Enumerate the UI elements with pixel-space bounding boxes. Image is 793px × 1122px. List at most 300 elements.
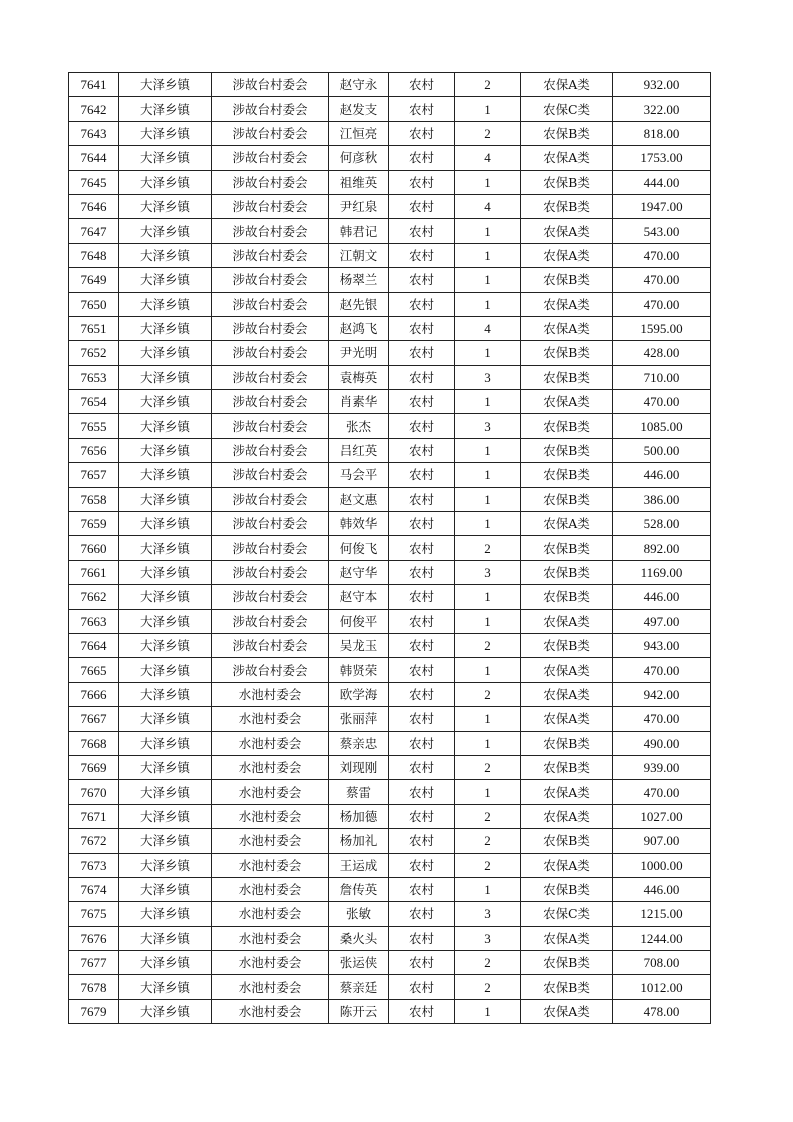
table-row bbox=[69, 877, 711, 901]
table-row bbox=[69, 536, 711, 560]
village-cell: 涉故台村委会 bbox=[212, 463, 329, 487]
area-type-cell: 农村 bbox=[389, 121, 455, 145]
row-id-cell: 7643 bbox=[69, 121, 119, 145]
amount-cell: 470.00 bbox=[613, 658, 711, 682]
area-type-cell: 农村 bbox=[389, 219, 455, 243]
amount-cell: 497.00 bbox=[613, 609, 711, 633]
table-row bbox=[69, 390, 711, 414]
row-id-cell: 7664 bbox=[69, 633, 119, 657]
table-row bbox=[69, 707, 711, 731]
area-type-cell: 农村 bbox=[389, 658, 455, 682]
household-count-cell: 2 bbox=[455, 829, 521, 853]
person-name-cell: 刘现刚 bbox=[329, 755, 389, 779]
insurance-type-cell: 农保A类 bbox=[521, 292, 613, 316]
person-name-cell: 赵守华 bbox=[329, 560, 389, 584]
row-id-cell: 7649 bbox=[69, 268, 119, 292]
insurance-type-cell: 农保B类 bbox=[521, 877, 613, 901]
amount-cell: 386.00 bbox=[613, 487, 711, 511]
amount-cell: 444.00 bbox=[613, 170, 711, 194]
table-row bbox=[69, 755, 711, 779]
insurance-type-cell: 农保B类 bbox=[521, 536, 613, 560]
row-id-cell: 7663 bbox=[69, 609, 119, 633]
household-count-cell: 1 bbox=[455, 707, 521, 731]
area-type-cell: 农村 bbox=[389, 390, 455, 414]
amount-cell: 939.00 bbox=[613, 755, 711, 779]
household-count-cell: 1 bbox=[455, 243, 521, 267]
table-row bbox=[69, 999, 711, 1023]
row-id-cell: 7655 bbox=[69, 414, 119, 438]
area-type-cell: 农村 bbox=[389, 999, 455, 1023]
amount-cell: 322.00 bbox=[613, 97, 711, 121]
table-row bbox=[69, 170, 711, 194]
area-type-cell: 农村 bbox=[389, 926, 455, 950]
amount-cell: 892.00 bbox=[613, 536, 711, 560]
row-id-cell: 7648 bbox=[69, 243, 119, 267]
area-type-cell: 农村 bbox=[389, 463, 455, 487]
village-cell: 涉故台村委会 bbox=[212, 194, 329, 218]
amount-cell: 932.00 bbox=[613, 73, 711, 97]
household-count-cell: 1 bbox=[455, 341, 521, 365]
area-type-cell: 农村 bbox=[389, 512, 455, 536]
village-cell: 涉故台村委会 bbox=[212, 243, 329, 267]
insurance-type-cell: 农保A类 bbox=[521, 73, 613, 97]
town-cell: 大泽乡镇 bbox=[119, 438, 212, 462]
village-cell: 涉故台村委会 bbox=[212, 170, 329, 194]
row-id-cell: 7660 bbox=[69, 536, 119, 560]
row-id-cell: 7662 bbox=[69, 585, 119, 609]
household-count-cell: 2 bbox=[455, 975, 521, 999]
town-cell: 大泽乡镇 bbox=[119, 877, 212, 901]
town-cell: 大泽乡镇 bbox=[119, 121, 212, 145]
row-id-cell: 7644 bbox=[69, 146, 119, 170]
town-cell: 大泽乡镇 bbox=[119, 146, 212, 170]
household-count-cell: 2 bbox=[455, 853, 521, 877]
amount-cell: 818.00 bbox=[613, 121, 711, 145]
household-count-cell: 2 bbox=[455, 633, 521, 657]
insurance-type-cell: 农保B类 bbox=[521, 438, 613, 462]
town-cell: 大泽乡镇 bbox=[119, 414, 212, 438]
town-cell: 大泽乡镇 bbox=[119, 365, 212, 389]
area-type-cell: 农村 bbox=[389, 780, 455, 804]
row-id-cell: 7653 bbox=[69, 365, 119, 389]
person-name-cell: 何彦秋 bbox=[329, 146, 389, 170]
town-cell: 大泽乡镇 bbox=[119, 560, 212, 584]
row-id-cell: 7665 bbox=[69, 658, 119, 682]
village-cell: 水池村委会 bbox=[212, 755, 329, 779]
insurance-type-cell: 农保A类 bbox=[521, 999, 613, 1023]
row-id-cell: 7677 bbox=[69, 951, 119, 975]
table-row bbox=[69, 316, 711, 340]
row-id-cell: 7647 bbox=[69, 219, 119, 243]
household-count-cell: 1 bbox=[455, 658, 521, 682]
amount-cell: 470.00 bbox=[613, 292, 711, 316]
town-cell: 大泽乡镇 bbox=[119, 487, 212, 511]
household-count-cell: 1 bbox=[455, 438, 521, 462]
town-cell: 大泽乡镇 bbox=[119, 536, 212, 560]
amount-cell: 1169.00 bbox=[613, 560, 711, 584]
amount-cell: 543.00 bbox=[613, 219, 711, 243]
village-cell: 水池村委会 bbox=[212, 829, 329, 853]
row-id-cell: 7675 bbox=[69, 902, 119, 926]
town-cell: 大泽乡镇 bbox=[119, 512, 212, 536]
amount-cell: 428.00 bbox=[613, 341, 711, 365]
household-count-cell: 3 bbox=[455, 926, 521, 950]
table-row bbox=[69, 365, 711, 389]
row-id-cell: 7671 bbox=[69, 804, 119, 828]
person-name-cell: 肖素华 bbox=[329, 390, 389, 414]
person-name-cell: 张杰 bbox=[329, 414, 389, 438]
town-cell: 大泽乡镇 bbox=[119, 926, 212, 950]
amount-cell: 1000.00 bbox=[613, 853, 711, 877]
area-type-cell: 农村 bbox=[389, 73, 455, 97]
household-count-cell: 1 bbox=[455, 609, 521, 633]
table-row bbox=[69, 268, 711, 292]
household-count-cell: 1 bbox=[455, 512, 521, 536]
insurance-type-cell: 农保A类 bbox=[521, 243, 613, 267]
table-row bbox=[69, 975, 711, 999]
household-count-cell: 1 bbox=[455, 487, 521, 511]
table-row bbox=[69, 219, 711, 243]
person-name-cell: 韩效华 bbox=[329, 512, 389, 536]
person-name-cell: 欧学海 bbox=[329, 682, 389, 706]
village-cell: 涉故台村委会 bbox=[212, 414, 329, 438]
insurance-type-cell: 农保B类 bbox=[521, 463, 613, 487]
household-count-cell: 1 bbox=[455, 292, 521, 316]
table-row bbox=[69, 853, 711, 877]
insurance-type-cell: 农保B类 bbox=[521, 633, 613, 657]
person-name-cell: 赵鸿飞 bbox=[329, 316, 389, 340]
area-type-cell: 农村 bbox=[389, 97, 455, 121]
village-cell: 水池村委会 bbox=[212, 804, 329, 828]
household-count-cell: 2 bbox=[455, 755, 521, 779]
table-row bbox=[69, 560, 711, 584]
town-cell: 大泽乡镇 bbox=[119, 268, 212, 292]
amount-cell: 490.00 bbox=[613, 731, 711, 755]
insurance-type-cell: 农保A类 bbox=[521, 707, 613, 731]
town-cell: 大泽乡镇 bbox=[119, 73, 212, 97]
amount-cell: 446.00 bbox=[613, 585, 711, 609]
row-id-cell: 7651 bbox=[69, 316, 119, 340]
insurance-type-cell: 农保B类 bbox=[521, 170, 613, 194]
amount-cell: 446.00 bbox=[613, 877, 711, 901]
amount-cell: 1027.00 bbox=[613, 804, 711, 828]
village-cell: 水池村委会 bbox=[212, 877, 329, 901]
village-cell: 涉故台村委会 bbox=[212, 658, 329, 682]
village-cell: 水池村委会 bbox=[212, 902, 329, 926]
table-row bbox=[69, 731, 711, 755]
area-type-cell: 农村 bbox=[389, 877, 455, 901]
insurance-type-cell: 农保B类 bbox=[521, 268, 613, 292]
insurance-type-cell: 农保A类 bbox=[521, 390, 613, 414]
insurance-type-cell: 农保B类 bbox=[521, 194, 613, 218]
amount-cell: 1947.00 bbox=[613, 194, 711, 218]
town-cell: 大泽乡镇 bbox=[119, 194, 212, 218]
village-cell: 涉故台村委会 bbox=[212, 121, 329, 145]
area-type-cell: 农村 bbox=[389, 243, 455, 267]
insurance-type-cell: 农保B类 bbox=[521, 755, 613, 779]
row-id-cell: 7669 bbox=[69, 755, 119, 779]
household-count-cell: 3 bbox=[455, 414, 521, 438]
area-type-cell: 农村 bbox=[389, 268, 455, 292]
table-row bbox=[69, 951, 711, 975]
row-id-cell: 7650 bbox=[69, 292, 119, 316]
village-cell: 水池村委会 bbox=[212, 999, 329, 1023]
insurance-type-cell: 农保C类 bbox=[521, 97, 613, 121]
village-cell: 水池村委会 bbox=[212, 707, 329, 731]
amount-cell: 1085.00 bbox=[613, 414, 711, 438]
insurance-type-cell: 农保A类 bbox=[521, 658, 613, 682]
person-name-cell: 桑火头 bbox=[329, 926, 389, 950]
row-id-cell: 7652 bbox=[69, 341, 119, 365]
village-cell: 涉故台村委会 bbox=[212, 292, 329, 316]
table-row bbox=[69, 512, 711, 536]
row-id-cell: 7661 bbox=[69, 560, 119, 584]
table-row bbox=[69, 438, 711, 462]
table-row bbox=[69, 633, 711, 657]
table-row bbox=[69, 609, 711, 633]
area-type-cell: 农村 bbox=[389, 902, 455, 926]
insurance-type-cell: 农保B类 bbox=[521, 341, 613, 365]
village-cell: 涉故台村委会 bbox=[212, 365, 329, 389]
table-row bbox=[69, 829, 711, 853]
village-cell: 涉故台村委会 bbox=[212, 536, 329, 560]
household-count-cell: 1 bbox=[455, 390, 521, 414]
village-cell: 涉故台村委会 bbox=[212, 268, 329, 292]
person-name-cell: 韩贤荣 bbox=[329, 658, 389, 682]
amount-cell: 1595.00 bbox=[613, 316, 711, 340]
row-id-cell: 7667 bbox=[69, 707, 119, 731]
insurance-type-cell: 农保B类 bbox=[521, 365, 613, 389]
person-name-cell: 赵发支 bbox=[329, 97, 389, 121]
table-row bbox=[69, 414, 711, 438]
insurance-type-cell: 农保B类 bbox=[521, 585, 613, 609]
table-row bbox=[69, 585, 711, 609]
table-row bbox=[69, 121, 711, 145]
person-name-cell: 尹红泉 bbox=[329, 194, 389, 218]
area-type-cell: 农村 bbox=[389, 487, 455, 511]
row-id-cell: 7646 bbox=[69, 194, 119, 218]
person-name-cell: 祖维英 bbox=[329, 170, 389, 194]
area-type-cell: 农村 bbox=[389, 951, 455, 975]
amount-cell: 470.00 bbox=[613, 268, 711, 292]
amount-cell: 470.00 bbox=[613, 390, 711, 414]
village-cell: 涉故台村委会 bbox=[212, 341, 329, 365]
insurance-type-cell: 农保A类 bbox=[521, 853, 613, 877]
table-row bbox=[69, 463, 711, 487]
row-id-cell: 7654 bbox=[69, 390, 119, 414]
village-cell: 涉故台村委会 bbox=[212, 316, 329, 340]
person-name-cell: 蔡雷 bbox=[329, 780, 389, 804]
area-type-cell: 农村 bbox=[389, 414, 455, 438]
town-cell: 大泽乡镇 bbox=[119, 585, 212, 609]
area-type-cell: 农村 bbox=[389, 707, 455, 731]
area-type-cell: 农村 bbox=[389, 438, 455, 462]
area-type-cell: 农村 bbox=[389, 194, 455, 218]
village-cell: 涉故台村委会 bbox=[212, 97, 329, 121]
town-cell: 大泽乡镇 bbox=[119, 999, 212, 1023]
household-count-cell: 3 bbox=[455, 365, 521, 389]
row-id-cell: 7679 bbox=[69, 999, 119, 1023]
village-cell: 涉故台村委会 bbox=[212, 560, 329, 584]
table-row bbox=[69, 292, 711, 316]
insurance-type-cell: 农保B类 bbox=[521, 829, 613, 853]
household-count-cell: 4 bbox=[455, 146, 521, 170]
insurance-type-cell: 农保A类 bbox=[521, 804, 613, 828]
table-row bbox=[69, 780, 711, 804]
table-row bbox=[69, 146, 711, 170]
town-cell: 大泽乡镇 bbox=[119, 853, 212, 877]
household-count-cell: 4 bbox=[455, 194, 521, 218]
amount-cell: 1215.00 bbox=[613, 902, 711, 926]
insurance-type-cell: 农保B类 bbox=[521, 731, 613, 755]
person-name-cell: 杨加德 bbox=[329, 804, 389, 828]
person-name-cell: 何俊飞 bbox=[329, 536, 389, 560]
insurance-type-cell: 农保A类 bbox=[521, 926, 613, 950]
amount-cell: 1753.00 bbox=[613, 146, 711, 170]
row-id-cell: 7673 bbox=[69, 853, 119, 877]
area-type-cell: 农村 bbox=[389, 585, 455, 609]
row-id-cell: 7674 bbox=[69, 877, 119, 901]
insurance-type-cell: 农保B类 bbox=[521, 487, 613, 511]
amount-cell: 500.00 bbox=[613, 438, 711, 462]
town-cell: 大泽乡镇 bbox=[119, 829, 212, 853]
person-name-cell: 赵守本 bbox=[329, 585, 389, 609]
row-id-cell: 7642 bbox=[69, 97, 119, 121]
village-cell: 涉故台村委会 bbox=[212, 438, 329, 462]
area-type-cell: 农村 bbox=[389, 316, 455, 340]
insurance-type-cell: 农保B类 bbox=[521, 975, 613, 999]
household-count-cell: 1 bbox=[455, 731, 521, 755]
village-cell: 水池村委会 bbox=[212, 682, 329, 706]
person-name-cell: 詹传英 bbox=[329, 877, 389, 901]
table-row bbox=[69, 926, 711, 950]
insurance-type-cell: 农保B类 bbox=[521, 560, 613, 584]
person-name-cell: 蔡亲忠 bbox=[329, 731, 389, 755]
person-name-cell: 韩君记 bbox=[329, 219, 389, 243]
household-count-cell: 2 bbox=[455, 73, 521, 97]
household-count-cell: 1 bbox=[455, 999, 521, 1023]
person-name-cell: 王运成 bbox=[329, 853, 389, 877]
table-row bbox=[69, 804, 711, 828]
area-type-cell: 农村 bbox=[389, 975, 455, 999]
table-row bbox=[69, 487, 711, 511]
town-cell: 大泽乡镇 bbox=[119, 633, 212, 657]
insurance-type-cell: 农保A类 bbox=[521, 780, 613, 804]
village-cell: 水池村委会 bbox=[212, 975, 329, 999]
village-cell: 水池村委会 bbox=[212, 951, 329, 975]
area-type-cell: 农村 bbox=[389, 146, 455, 170]
person-name-cell: 张敏 bbox=[329, 902, 389, 926]
area-type-cell: 农村 bbox=[389, 804, 455, 828]
area-type-cell: 农村 bbox=[389, 731, 455, 755]
table-row bbox=[69, 902, 711, 926]
town-cell: 大泽乡镇 bbox=[119, 243, 212, 267]
row-id-cell: 7672 bbox=[69, 829, 119, 853]
table-row bbox=[69, 243, 711, 267]
area-type-cell: 农村 bbox=[389, 365, 455, 389]
village-cell: 涉故台村委会 bbox=[212, 390, 329, 414]
village-cell: 涉故台村委会 bbox=[212, 73, 329, 97]
household-count-cell: 2 bbox=[455, 536, 521, 560]
town-cell: 大泽乡镇 bbox=[119, 975, 212, 999]
row-id-cell: 7668 bbox=[69, 731, 119, 755]
table-row bbox=[69, 194, 711, 218]
person-name-cell: 江恒亮 bbox=[329, 121, 389, 145]
amount-cell: 446.00 bbox=[613, 463, 711, 487]
amount-cell: 907.00 bbox=[613, 829, 711, 853]
town-cell: 大泽乡镇 bbox=[119, 170, 212, 194]
amount-cell: 478.00 bbox=[613, 999, 711, 1023]
amount-cell: 1012.00 bbox=[613, 975, 711, 999]
person-name-cell: 袁梅英 bbox=[329, 365, 389, 389]
person-name-cell: 蔡亲廷 bbox=[329, 975, 389, 999]
town-cell: 大泽乡镇 bbox=[119, 951, 212, 975]
table-row bbox=[69, 73, 711, 97]
row-id-cell: 7666 bbox=[69, 682, 119, 706]
row-id-cell: 7670 bbox=[69, 780, 119, 804]
town-cell: 大泽乡镇 bbox=[119, 463, 212, 487]
person-name-cell: 江朝文 bbox=[329, 243, 389, 267]
village-cell: 涉故台村委会 bbox=[212, 512, 329, 536]
row-id-cell: 7678 bbox=[69, 975, 119, 999]
table-body bbox=[69, 73, 711, 1024]
amount-cell: 708.00 bbox=[613, 951, 711, 975]
insurance-type-cell: 农保A类 bbox=[521, 219, 613, 243]
household-count-cell: 1 bbox=[455, 877, 521, 901]
town-cell: 大泽乡镇 bbox=[119, 902, 212, 926]
household-count-cell: 1 bbox=[455, 268, 521, 292]
village-cell: 水池村委会 bbox=[212, 853, 329, 877]
records-table bbox=[68, 72, 711, 1024]
person-name-cell: 张丽萍 bbox=[329, 707, 389, 731]
area-type-cell: 农村 bbox=[389, 853, 455, 877]
area-type-cell: 农村 bbox=[389, 633, 455, 657]
town-cell: 大泽乡镇 bbox=[119, 97, 212, 121]
household-count-cell: 2 bbox=[455, 121, 521, 145]
area-type-cell: 农村 bbox=[389, 829, 455, 853]
row-id-cell: 7658 bbox=[69, 487, 119, 511]
person-name-cell: 吴龙玉 bbox=[329, 633, 389, 657]
household-count-cell: 1 bbox=[455, 170, 521, 194]
village-cell: 涉故台村委会 bbox=[212, 487, 329, 511]
person-name-cell: 赵文惠 bbox=[329, 487, 389, 511]
amount-cell: 470.00 bbox=[613, 780, 711, 804]
area-type-cell: 农村 bbox=[389, 682, 455, 706]
insurance-type-cell: 农保A类 bbox=[521, 316, 613, 340]
person-name-cell: 陈开云 bbox=[329, 999, 389, 1023]
village-cell: 水池村委会 bbox=[212, 731, 329, 755]
town-cell: 大泽乡镇 bbox=[119, 219, 212, 243]
person-name-cell: 赵先银 bbox=[329, 292, 389, 316]
table-row bbox=[69, 658, 711, 682]
household-count-cell: 1 bbox=[455, 585, 521, 609]
village-cell: 涉故台村委会 bbox=[212, 146, 329, 170]
amount-cell: 942.00 bbox=[613, 682, 711, 706]
area-type-cell: 农村 bbox=[389, 755, 455, 779]
town-cell: 大泽乡镇 bbox=[119, 755, 212, 779]
person-name-cell: 尹光明 bbox=[329, 341, 389, 365]
town-cell: 大泽乡镇 bbox=[119, 390, 212, 414]
household-count-cell: 2 bbox=[455, 804, 521, 828]
household-count-cell: 1 bbox=[455, 780, 521, 804]
town-cell: 大泽乡镇 bbox=[119, 804, 212, 828]
village-cell: 水池村委会 bbox=[212, 926, 329, 950]
village-cell: 涉故台村委会 bbox=[212, 633, 329, 657]
village-cell: 涉故台村委会 bbox=[212, 609, 329, 633]
person-name-cell: 何俊平 bbox=[329, 609, 389, 633]
household-count-cell: 1 bbox=[455, 463, 521, 487]
area-type-cell: 农村 bbox=[389, 170, 455, 194]
